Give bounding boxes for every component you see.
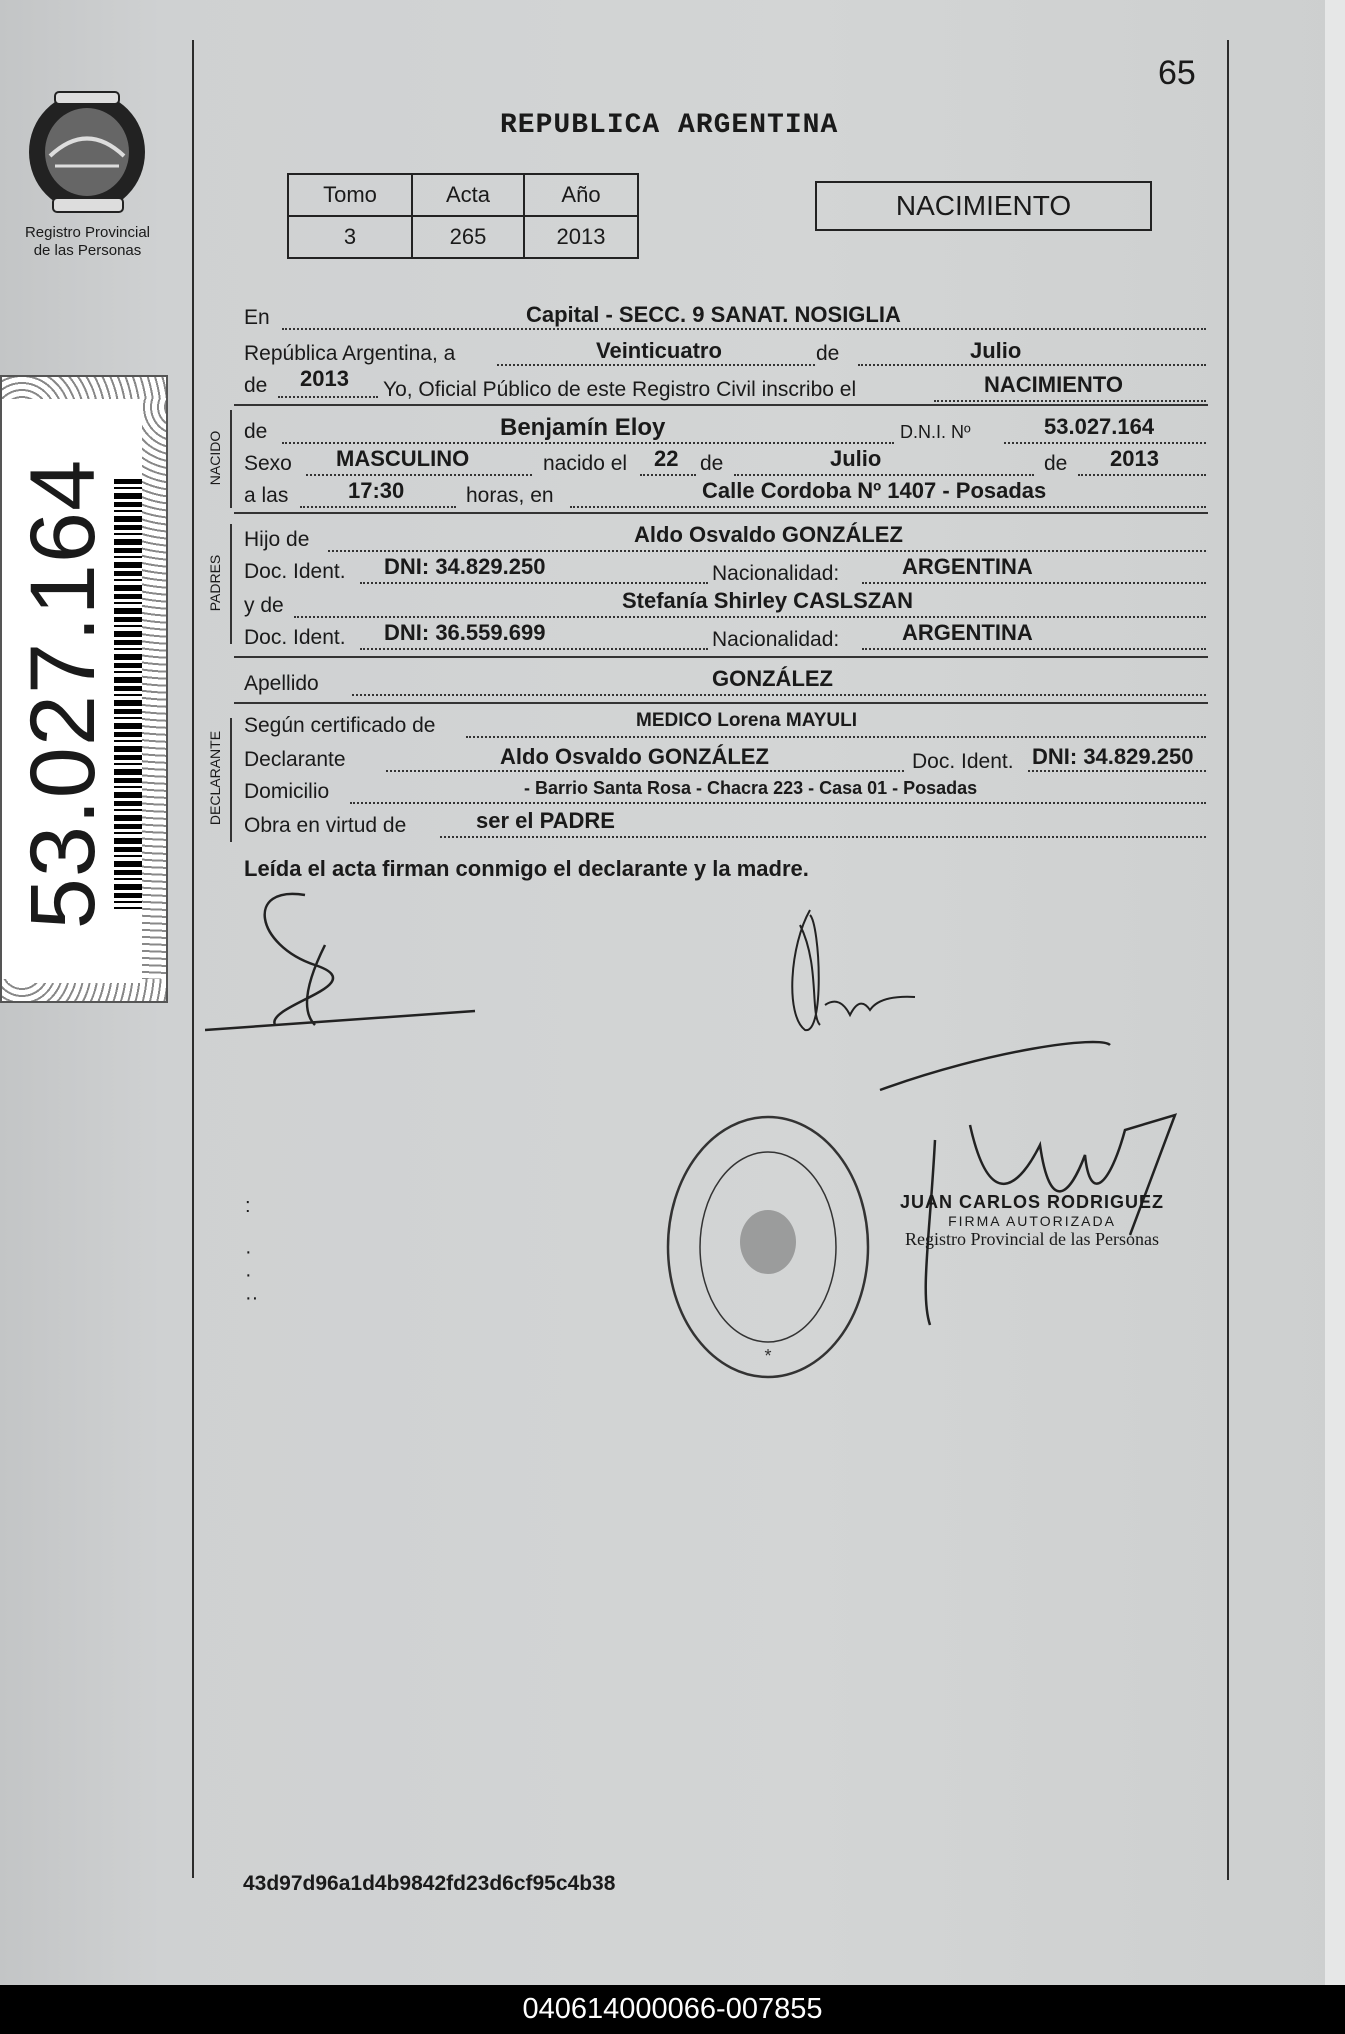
divider xyxy=(234,656,1208,658)
divider xyxy=(234,404,1208,406)
label-a-las: a las xyxy=(244,484,289,507)
value-madre-nac: ARGENTINA xyxy=(902,620,1033,645)
value-domicilio: - Barrio Santa Rosa - Chacra 223 - Casa 01 - Posadas xyxy=(524,778,978,798)
divider xyxy=(234,512,1208,514)
barcode-icon xyxy=(114,479,142,909)
dotted-line xyxy=(278,394,378,398)
value-padre-doc: DNI: 34.829.250 xyxy=(384,554,546,579)
official-block xyxy=(900,1192,1164,1250)
dotted-line xyxy=(1004,440,1206,444)
dotted-line xyxy=(300,504,456,508)
value-lugar: Capital - SECC. 9 SANAT. NOSIGLIA xyxy=(526,302,901,327)
value-nac-anio: 2013 xyxy=(1110,446,1159,471)
page-number: 65 xyxy=(1158,54,1196,92)
label-apellido: Apellido xyxy=(244,672,319,695)
record-table xyxy=(287,173,639,259)
label-segun: Según certificado de xyxy=(244,714,436,737)
dotted-line xyxy=(862,580,1206,584)
dni-side-sticker xyxy=(0,375,168,1003)
label-domicilio: Domicilio xyxy=(244,780,330,803)
closing-text: Leída el acta firman conmigo el declarante y la madre. xyxy=(244,856,809,881)
section-bracket xyxy=(230,524,232,644)
label-yo: Yo, Oficial Público de este Registro Civil inscribo el xyxy=(383,378,857,401)
value-anio: 2013 xyxy=(300,366,349,391)
label-republica: República Argentina, a xyxy=(244,342,456,365)
dotted-line xyxy=(862,646,1206,650)
right-margin-line xyxy=(1227,40,1229,1880)
table-value-anio: 2013 xyxy=(524,216,638,258)
section-bracket xyxy=(230,410,232,508)
official-name: JUAN CARLOS RODRIGUEZ xyxy=(900,1192,1165,1212)
label-de4: de xyxy=(1044,452,1068,475)
registry-label-line1: Registro Provincial xyxy=(24,224,151,241)
value-declarante-doc: DNI: 34.829.250 xyxy=(1032,744,1194,769)
label-sexo: Sexo xyxy=(244,452,292,475)
table-header-acta: Acta xyxy=(412,174,524,216)
table-value-acta: 265 xyxy=(412,216,524,258)
mother-signature-icon xyxy=(780,905,920,1040)
dotted-line xyxy=(306,472,532,476)
registry-stamp-icon xyxy=(663,1110,873,1385)
value-dni: 53.027.164 xyxy=(1044,414,1155,439)
value-tipo: NACIMIENTO xyxy=(984,372,1123,397)
registry-label xyxy=(10,224,165,260)
value-lugar-nac: Calle Cordoba Nº 1407 - Posadas xyxy=(702,478,1047,503)
label-y-de: y de xyxy=(244,594,284,617)
label-de: de xyxy=(816,342,840,365)
dotted-line xyxy=(858,362,1206,366)
label-de3: de xyxy=(700,452,724,475)
dotted-line xyxy=(1078,472,1206,476)
margin-dots: : · · ·· xyxy=(245,1195,259,1309)
label-doc-ident: Doc. Ident. xyxy=(244,560,346,583)
dotted-line xyxy=(934,398,1206,402)
section-label-padres: PADRES xyxy=(207,554,223,612)
table-value-tomo: 3 xyxy=(288,216,412,258)
guilloche-pattern xyxy=(138,377,166,1001)
divider xyxy=(234,702,1208,704)
value-madre: Stefanía Shirley CASLSZAN xyxy=(622,588,913,613)
value-mes: Julio xyxy=(970,338,1022,363)
value-dia: Veinticuatro xyxy=(596,338,722,363)
value-certificado: MEDICO Lorena MAYULI xyxy=(636,710,857,731)
label-doc-ident2: Doc. Ident. xyxy=(244,626,346,649)
label-de2: de xyxy=(244,374,268,397)
label-en: En xyxy=(244,306,270,329)
label-horas: horas, en xyxy=(466,484,554,507)
label-declarante: Declarante xyxy=(244,748,346,771)
country-title: REPUBLICA ARGENTINA xyxy=(500,110,839,141)
left-margin-line xyxy=(192,40,194,1878)
registry-label-line2: de las Personas xyxy=(33,242,142,259)
dotted-line xyxy=(294,614,1206,618)
sticker-inner xyxy=(8,399,142,983)
dotted-line xyxy=(466,734,1206,738)
label-nacido: nacido el xyxy=(543,452,628,475)
official-office: Registro Provincial de las Personas xyxy=(905,1229,1159,1249)
value-sexo: MASCULINO xyxy=(336,446,470,471)
table-header-tomo: Tomo xyxy=(288,174,412,216)
label-nacionalidad: Nacionalidad: xyxy=(712,562,840,585)
label-de-name: de xyxy=(244,420,268,443)
value-apellido: GONZÁLEZ xyxy=(712,666,833,691)
declarant-signature-icon xyxy=(205,885,485,1035)
value-padre: Aldo Osvaldo GONZÁLEZ xyxy=(634,522,903,547)
dotted-line xyxy=(360,580,708,584)
page-edge xyxy=(1325,0,1345,1985)
section-bracket xyxy=(230,718,232,842)
value-hora: 17:30 xyxy=(348,478,405,503)
dotted-line xyxy=(440,834,1206,838)
section-label-declarante: DECLARANTE xyxy=(207,730,223,826)
value-declarante: Aldo Osvaldo GONZÁLEZ xyxy=(500,744,769,769)
section-label-nacido: NACIDO xyxy=(207,430,223,486)
label-obra: Obra en virtud de xyxy=(244,814,407,837)
dotted-line xyxy=(360,646,708,650)
official-role: FIRMA AUTORIZADA xyxy=(948,1213,1116,1229)
record-type-box: NACIMIENTO xyxy=(815,181,1152,231)
dotted-line xyxy=(734,472,1034,476)
svg-text:*: * xyxy=(764,1346,772,1366)
side-dni-number: 53.027.164 xyxy=(12,458,114,930)
value-nac-dia: 22 xyxy=(654,446,679,471)
dotted-line xyxy=(640,472,696,476)
label-dni: D.N.I. Nº xyxy=(900,422,971,442)
dotted-line xyxy=(352,692,1206,696)
guilloche-top xyxy=(2,377,166,399)
table-header-anio: Año xyxy=(524,174,638,216)
value-obra: ser el PADRE xyxy=(476,808,615,833)
dotted-line xyxy=(328,548,1206,552)
label-hijo-de: Hijo de xyxy=(244,528,310,551)
value-nac-mes: Julio xyxy=(830,446,882,471)
footer-code: 040614000066-007855 xyxy=(0,1985,1345,2034)
value-padre-nac: ARGENTINA xyxy=(902,554,1033,579)
label-doc-ident3: Doc. Ident. xyxy=(912,750,1014,773)
official-signature-icon xyxy=(870,1035,1210,1335)
dotted-line xyxy=(570,504,1206,508)
document-hash: 43d97d96a1d4b9842fd23d6cf95c4b38 xyxy=(243,1872,616,1895)
value-nombre: Benjamín Eloy xyxy=(500,414,666,441)
dotted-line xyxy=(350,800,1206,804)
label-nacionalidad2: Nacionalidad: xyxy=(712,628,840,651)
value-madre-doc: DNI: 36.559.699 xyxy=(384,620,546,645)
province-seal-icon xyxy=(25,86,150,216)
